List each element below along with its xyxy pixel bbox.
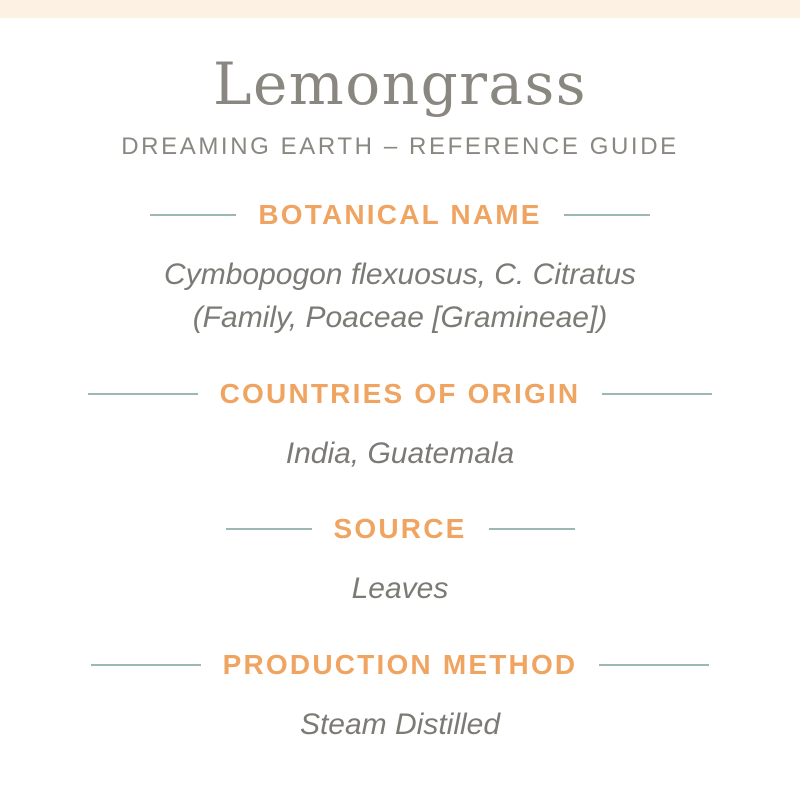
top-color-band	[0, 0, 800, 18]
page-title: Lemongrass	[212, 50, 588, 118]
divider-rule-left	[88, 393, 198, 395]
section-body	[40, 253, 760, 340]
section-heading-row	[40, 649, 760, 681]
section-heading: COUNTRIES OF ORIGIN	[219, 377, 581, 409]
section-production-method	[40, 649, 760, 747]
page-subtitle: DREAMING EARTH – REFERENCE GUIDE	[121, 132, 679, 160]
section-source	[40, 513, 760, 611]
divider-rule-right	[602, 393, 712, 395]
divider-rule-right	[489, 528, 575, 530]
divider-rule-left	[226, 528, 312, 530]
section-heading: BOTANICAL NAME	[258, 198, 542, 230]
section-heading: SOURCE	[333, 513, 467, 545]
document-content	[0, 50, 800, 746]
divider-rule-right	[564, 214, 650, 216]
section-heading-row	[40, 199, 760, 231]
divider-rule-right	[599, 664, 709, 666]
section-body-line: Leaves	[351, 572, 449, 606]
section-body	[40, 703, 760, 747]
section-countries-of-origin	[40, 378, 760, 476]
section-body	[40, 432, 760, 476]
divider-rule-left	[91, 664, 201, 666]
section-body-line: (Family, Poaceae [Gramineae])	[192, 301, 608, 335]
section-heading-row	[40, 378, 760, 410]
section-body	[40, 567, 760, 611]
section-heading-row	[40, 513, 760, 545]
section-body-line: India, Guatemala	[285, 436, 515, 470]
section-body-line: Steam Distilled	[299, 707, 501, 741]
section-botanical-name	[40, 199, 760, 340]
divider-rule-left	[150, 214, 236, 216]
section-body-line: Cymbopogon flexuosus, C. Citratus	[164, 257, 636, 291]
section-heading: PRODUCTION METHOD	[222, 648, 578, 680]
